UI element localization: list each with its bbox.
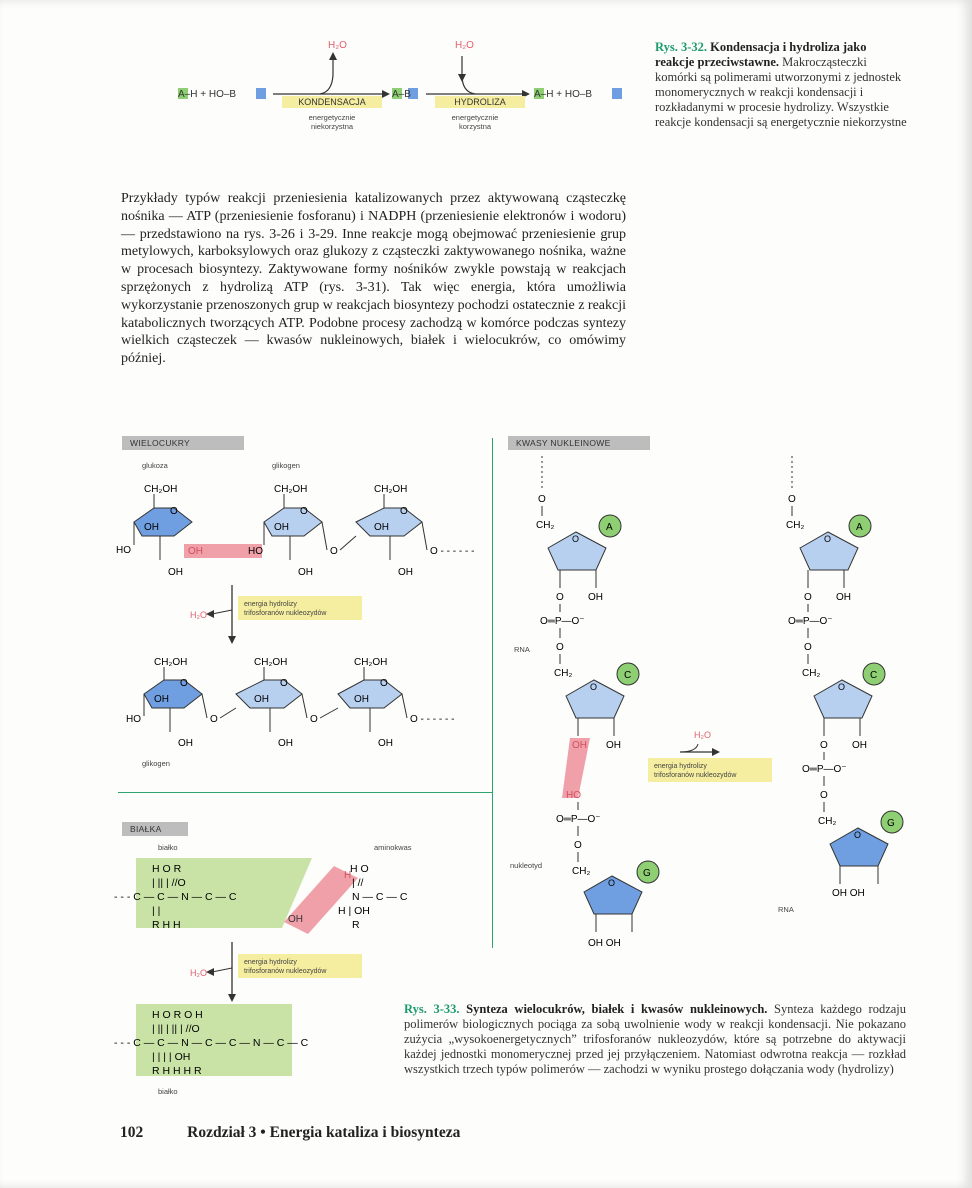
oh-protein: OH: [288, 914, 303, 925]
ch2oh-b1: CH₂OH: [154, 657, 188, 668]
polysaccharides-box-label: WIELOCUKRY: [122, 436, 244, 450]
page-number: 102: [120, 1124, 144, 1141]
aminoacid-b2: H | OH: [338, 905, 370, 917]
energy-note-rna-2: trifosforanów nukleozydów: [654, 772, 737, 779]
base-a-right: A: [856, 522, 863, 533]
hydrolysis-energy-2: korzystna: [458, 122, 492, 131]
o-link-left: O: [556, 642, 564, 653]
oh-b2b: OH: [278, 738, 293, 749]
ch2-top-right: CH₂: [786, 520, 805, 531]
oh-2a: OH: [274, 522, 289, 533]
ch2-top-left: CH₂: [536, 520, 555, 531]
protein-bottom-2: | || | || | //O: [152, 1023, 200, 1035]
oh-release: OH: [188, 546, 203, 557]
o-link-right-2: O: [820, 790, 828, 801]
energy-note-sugar-1: energia hydrolizy: [244, 601, 297, 608]
phosphate-nucleotide: O═P—O⁻: [556, 814, 601, 825]
oh-2b: OH: [298, 567, 313, 578]
glycogen-chain-bottom: [126, 657, 454, 749]
o-2: O: [300, 506, 308, 517]
phosphate-right-2: O═P—O⁻: [802, 764, 847, 775]
energy-note-rna-1: energia hydrolizy: [654, 763, 707, 770]
glucose-ring-2: [264, 484, 356, 578]
o-link-b1: O: [210, 714, 218, 725]
nucleotide-label: nukleotyd: [510, 861, 543, 870]
water-rna: H₂O: [694, 730, 711, 740]
water-label-condensation: H₂O: [328, 40, 347, 51]
o-1: O: [170, 506, 178, 517]
caption-33-text: Synteza każdego rodzaju polimerów biologicznych pociąga za sobą uwolnienie wody w reakcji kondensacji. Nie pokazano zużycia „wysokoenergetycznych” trifosforanów nukleozydów, które są potrzebne do aktywacji każdej jednostki monomerycznej przed jej przyłączeniem. Natomiast odwrotna reakcja — rozkład wszystkich trzech typów polimerów — zachodzi w wyniku prostego dołączania wody (hydrolizy): [404, 1002, 907, 1076]
rna-left-strand: [510, 456, 659, 949]
oh-2p-mid-right: OH: [852, 740, 867, 751]
caption-title: Kondensacja i hydroliza jako reakcje przeciwstawne.: [655, 40, 867, 69]
hydrolysis-label: HYDROLIZA: [454, 97, 506, 107]
o-link-right: O: [804, 642, 812, 653]
glycogen-label-bottom: glikogen: [142, 759, 170, 768]
glucose-ring-3: [356, 484, 474, 578]
chapter-title: Rozdział 3 • Energia kataliza i biosynteza: [187, 1124, 461, 1141]
o-3p-left: O: [556, 592, 564, 603]
caption-label: Rys. 3-32.: [655, 40, 707, 54]
oh-b2a: OH: [254, 694, 269, 705]
aminoacid-b1: | //: [352, 877, 364, 889]
o-top-right: O: [788, 494, 796, 505]
ring-o-top-right: O: [824, 534, 832, 544]
reactants-text: A–H + HO–B: [178, 89, 237, 100]
protein-top-structure: H O R: [152, 863, 182, 875]
protein-label-top: białko: [158, 843, 178, 852]
ring-o-bottom-right: O: [854, 830, 862, 840]
ring-o-mid-left: O: [590, 682, 598, 692]
product-text: A–B: [392, 89, 411, 100]
energy-note-protein-2: trifosforanów nukleozydów: [244, 968, 327, 975]
oh-1a: OH: [144, 522, 159, 533]
o-b2: O: [280, 678, 288, 689]
oh-nucleotide: OH OH: [588, 938, 621, 949]
caption-33-title: Synteza wielocukrów, białek i kwasów nukleinowych.: [466, 1002, 768, 1016]
ring-o-mid-right: O: [838, 682, 846, 692]
oh-b3a: OH: [354, 694, 369, 705]
ch2oh-2: CH₂OH: [274, 484, 308, 495]
base-c-right: C: [870, 670, 878, 681]
oh-2p-left: OH: [588, 592, 603, 603]
figure-3-32-diagram: [170, 30, 640, 160]
protein-bottom-1: H O R O H: [152, 1009, 203, 1021]
oh-3p-mid: OH: [572, 740, 587, 751]
water-label-hydrolysis: H₂O: [455, 40, 474, 51]
phosphate-left: O═P—O⁻: [540, 616, 585, 627]
phosphate-right: O═P—O⁻: [788, 616, 833, 627]
rna-label-left: RNA: [514, 645, 530, 654]
glucose-label: glukoza: [142, 461, 168, 470]
protein-top-bottom: R H H: [152, 919, 181, 931]
o-chain-3: O - - - - - -: [430, 546, 475, 557]
protein-bottom-5: R H H H R: [152, 1065, 202, 1077]
protein-top-bonds2: | |: [152, 905, 161, 917]
ho-b1: HO: [126, 714, 141, 725]
energy-note-protein-1: energia hydrolizy: [244, 959, 297, 966]
oh-3a: OH: [374, 522, 389, 533]
oh-b1b: OH: [178, 738, 193, 749]
o-3p-mid-right: O: [820, 740, 828, 751]
protein-bottom-4: | | | | OH: [152, 1051, 191, 1063]
caption-33-label: Rys. 3-33.: [404, 1002, 460, 1016]
ho-release: HO: [248, 546, 263, 557]
figure-3-33-caption: [404, 1002, 906, 1077]
aminoacid-chain: N — C — C: [352, 891, 408, 903]
o-b3: O: [380, 678, 388, 689]
oh-2p-mid: OH: [606, 740, 621, 751]
page-footer: [120, 1124, 460, 1142]
protein-label-bottom: białko: [158, 1087, 178, 1096]
o-b1: O: [180, 678, 188, 689]
glucose-ring-1: [116, 484, 192, 578]
protein-bottom-3: - - - C — C — N — C — C — N — C — C: [114, 1037, 309, 1049]
h-aminoacid: H: [344, 870, 352, 881]
oh-1b: OH: [168, 567, 183, 578]
aminoacid-r: R: [352, 919, 360, 931]
proteins-box-label: BIAŁKA: [122, 822, 188, 836]
o-chain-b3: O - - - - - -: [410, 714, 455, 725]
condensation-energy: energetycznie: [308, 113, 356, 122]
ho-1: HO: [116, 545, 131, 556]
condensation-label: KONDENSACJA: [298, 97, 366, 107]
o-3p-right: O: [804, 592, 812, 603]
hydrolysis-energy: energetycznie: [451, 113, 499, 122]
protein-top-chain: - - - C — C — N — C — C: [114, 891, 237, 903]
products-right-text: A–H + HO–B: [534, 89, 593, 100]
o-3: O: [400, 506, 408, 517]
ring-o-top-left: O: [572, 534, 580, 544]
figure-3-32-caption: [655, 40, 907, 130]
ring-o-nucleotide: O: [608, 878, 616, 888]
ch2oh-3: CH₂OH: [374, 484, 408, 495]
o-top-left: O: [538, 494, 546, 505]
ch2oh-b3: CH₂OH: [354, 657, 388, 668]
aminoacid-structure: H O: [350, 863, 369, 875]
nucleic-acids-box-label: KWASY NUKLEINOWE: [508, 436, 650, 450]
aminoacid-label: aminokwas: [374, 843, 412, 852]
reactants-group: [178, 88, 266, 100]
oh-bottom-right: OH OH: [832, 888, 865, 899]
water-sugar: H₂O: [190, 610, 207, 620]
horizontal-divider: [118, 792, 493, 793]
rna-label-right: RNA: [778, 905, 794, 914]
nucleic-acids-diagram: [500, 452, 920, 952]
water-protein: H₂O: [190, 968, 207, 978]
glycogen-label-top: glikogen: [272, 461, 300, 470]
caption-text: Makrocząsteczki komórki są polimerami utworzonymi z jednostek monomerycznych w reakcji kondensacji i rozkładanymi w procesie hydrolizy. Wszystkie reakcje kondensacji są energetycznie niekorzystne: [655, 55, 907, 129]
condensation-energy-2: niekorzystna: [310, 122, 354, 131]
protein-top-bonds1: | || | //O: [152, 877, 186, 889]
oh-2p-right: OH: [836, 592, 851, 603]
ho-nucleotide: HO: [566, 790, 581, 801]
ch2-nucleotide: CH₂: [572, 866, 591, 877]
o-nucleotide: O: [574, 840, 582, 851]
oh-b1a: OH: [154, 694, 169, 705]
oh-3b: OH: [398, 567, 413, 578]
o-link-2: O: [330, 546, 338, 557]
ch2oh-1: CH₂OH: [144, 484, 178, 495]
ch2oh-b2: CH₂OH: [254, 657, 288, 668]
energy-note-sugar-2: trifosforanów nukleozydów: [244, 610, 327, 617]
base-a-left: A: [606, 522, 613, 533]
ch2-mid-left: CH₂: [554, 668, 573, 679]
ch2-mid-right: CH₂: [802, 668, 821, 679]
body-paragraph: Przykłady typów reakcji przeniesienia katalizowanych przez aktywowaną cząsteczkę nośnika — ATP (przeniesienie fosforanu) i NADPH (przeniesienie elektronów i wodoru) — przedstawiono na rys. 3-26 i 3-29. Inne reakcje mogą obejmować przeniesienie grup metylowych, karboksylowych oraz glukozy z cząsteczki zaktywowanego nośnika, ważne w procesach biosyntezy. Zaktywowane formy nośników zwykle powstają w reakcjach sprzężonych z hydrolizą ATP (rys. 3-31). Tak więc energia, która umożliwia wykorzystanie przenoszonych grup w reakcjach biosyntezy pochodzi ostatecznie z reakcji katabolicznych tworzących ATP. Podobne procesy zachodzą w komórce podczas syntezy wielkich cząsteczek — kwasów nukleinowych, białek i wielocukrów, co omówimy później.: [121, 191, 626, 367]
base-c-left: C: [624, 670, 632, 681]
polysaccharides-diagram: [112, 450, 497, 800]
oh-b3b: OH: [378, 738, 393, 749]
rna-right-strand: [778, 456, 903, 914]
o-link-b2: O: [310, 714, 318, 725]
base-g-left: G: [643, 868, 651, 879]
base-g-right: G: [887, 818, 895, 829]
ch2-bottom-right: CH₂: [818, 816, 837, 827]
